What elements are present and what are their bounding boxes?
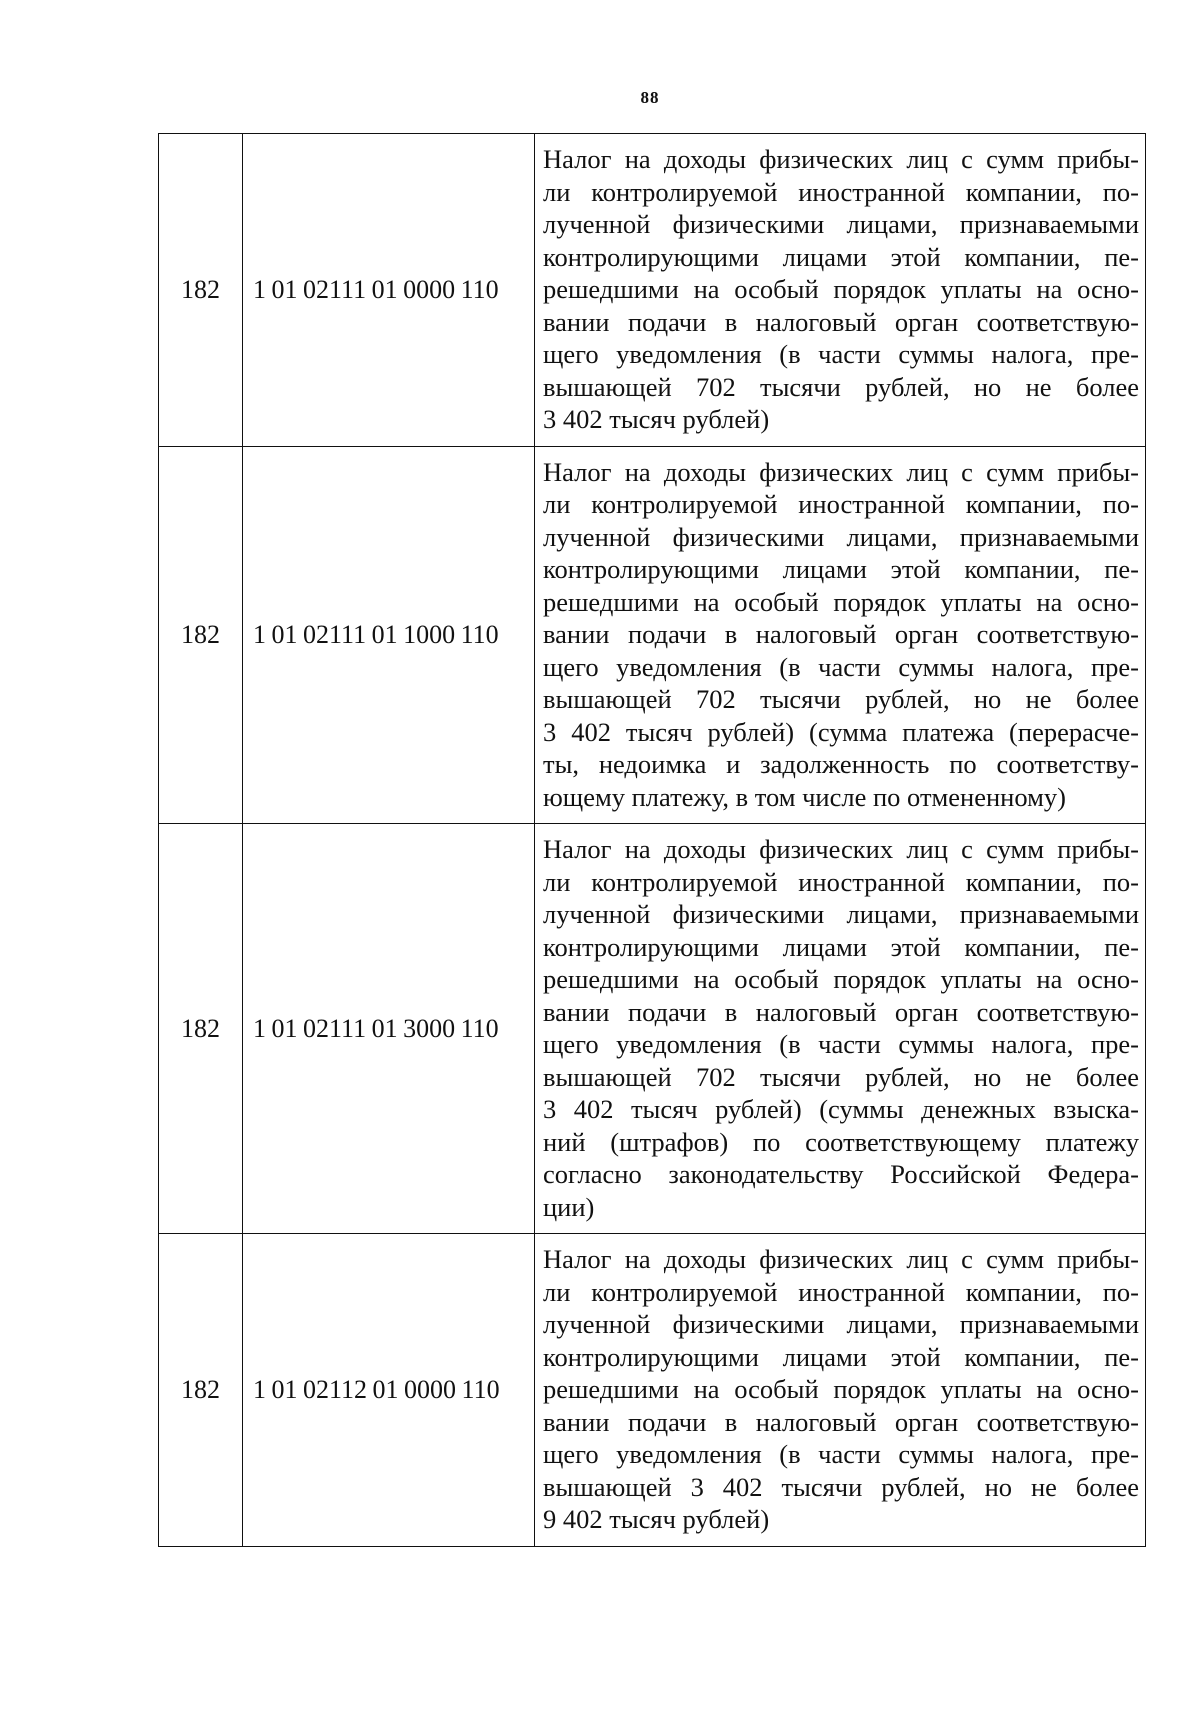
income-name-line: Налог на доходы физических лиц с сумм прибы- — [543, 1244, 1139, 1274]
income-name-line: вышающей 702 тысячи рублей, но не более — [543, 371, 1139, 402]
income-name-line: вании подачи в налоговый орган соответствую- — [543, 1406, 1139, 1437]
income-name-line: решедшими на особый порядок уплаты на осно- — [543, 274, 1139, 304]
income-name-line: ющему платежу, в том числе по отмененному) — [543, 781, 1066, 812]
income-name-line: решедшими на особый порядок уплаты на осно- — [543, 586, 1139, 617]
income-name-line: лученной физическими лицами, признаваемыми — [543, 521, 1139, 552]
income-name-cell — [535, 134, 1146, 447]
kbk-code-cell: 1 01 02111 01 3000 110 — [243, 824, 535, 1234]
income-name-line: согласно законодательству Российской Федера- — [543, 1159, 1139, 1189]
table-row — [159, 134, 1146, 447]
income-name-line: ции) — [543, 1191, 595, 1222]
income-name-line: лученной физическими лицами, признаваемыми — [543, 209, 1139, 239]
income-name-line: вании подачи в налоговый орган соответствую- — [543, 996, 1139, 1027]
income-name-line: ты, недоимка и задолженность по соответству- — [543, 749, 1139, 779]
income-name-cell — [535, 1234, 1146, 1547]
income-name-line: 9 402 тысяч рублей) — [543, 1504, 770, 1534]
income-name-line: решедшими на особый порядок уплаты на осно- — [543, 964, 1139, 994]
budget-classification-table — [158, 133, 1146, 1547]
income-name-line: ли контролируемой иностранной компании, по- — [543, 489, 1139, 519]
income-name-line: контролирующими лицами этой компании, пе- — [543, 1341, 1139, 1372]
income-name-line: щего уведомления (в части суммы налога, пре- — [543, 339, 1139, 369]
income-name-line: контролирующими лицами этой компании, пе- — [543, 554, 1139, 584]
administrator-code-cell: 182 — [159, 1234, 243, 1547]
income-name-line: контролирующими лицами этой компании, пе- — [543, 931, 1139, 962]
income-name-line: контролирующими лицами этой компании, пе- — [543, 241, 1139, 272]
kbk-code-cell: 1 01 02111 01 1000 110 — [243, 446, 535, 824]
income-name-line: 3 402 тысяч рублей) (суммы денежных взыска- — [543, 1094, 1139, 1124]
administrator-code-cell: 182 — [159, 824, 243, 1234]
income-name-line: вышающей 702 тысячи рублей, но не более — [543, 1061, 1139, 1092]
kbk-code-cell: 1 01 02111 01 0000 110 — [243, 134, 535, 447]
income-name-line: вании подачи в налоговый орган соответствую- — [543, 619, 1139, 649]
income-name-line: Налог на доходы физических лиц с сумм прибы- — [543, 456, 1139, 487]
administrator-code-cell: 182 — [159, 134, 243, 447]
income-name-line: 3 402 тысяч рублей) (сумма платежа (перерасче- — [543, 716, 1139, 747]
table-body — [159, 134, 1146, 1547]
table-row — [159, 446, 1146, 824]
income-name-line: щего уведомления (в части суммы налога, пре- — [543, 1029, 1139, 1059]
income-name-line: решедшими на особый порядок уплаты на осно- — [543, 1374, 1139, 1404]
income-name-cell — [535, 446, 1146, 824]
page-number: 88 — [640, 88, 660, 107]
table-row — [159, 824, 1146, 1234]
income-name-line: щего уведомления (в части суммы налога, пре- — [543, 1439, 1139, 1469]
income-name-line: лученной физическими лицами, признаваемыми — [543, 899, 1139, 929]
income-name-cell — [535, 824, 1146, 1234]
income-name-line: ний (штрафов) по соответствующему платежу — [543, 1126, 1139, 1157]
income-name-line: вышающей 3 402 тысячи рублей, но не более — [543, 1471, 1139, 1502]
administrator-code-cell: 182 — [159, 446, 243, 824]
income-name-line: 3 402 тысяч рублей) — [543, 404, 770, 434]
income-name-line: ли контролируемой иностранной компании, по- — [543, 866, 1139, 897]
table-row — [159, 1234, 1146, 1547]
income-name-line: вании подачи в налоговый орган соответствую- — [543, 306, 1139, 337]
income-name-line: Налог на доходы физических лиц с сумм прибы- — [543, 834, 1139, 864]
income-name-line: вышающей 702 тысячи рублей, но не более — [543, 684, 1139, 714]
income-name-line: Налог на доходы физических лиц с сумм прибы- — [543, 144, 1139, 174]
income-name-line: ли контролируемой иностранной компании, по- — [543, 176, 1139, 207]
income-name-line: щего уведомления (в части суммы налога, пре- — [543, 651, 1139, 682]
income-name-line: лученной физическими лицами, признаваемыми — [543, 1309, 1139, 1339]
income-name-line: ли контролируемой иностранной компании, по- — [543, 1276, 1139, 1307]
kbk-code-cell: 1 01 02112 01 0000 110 — [243, 1234, 535, 1547]
